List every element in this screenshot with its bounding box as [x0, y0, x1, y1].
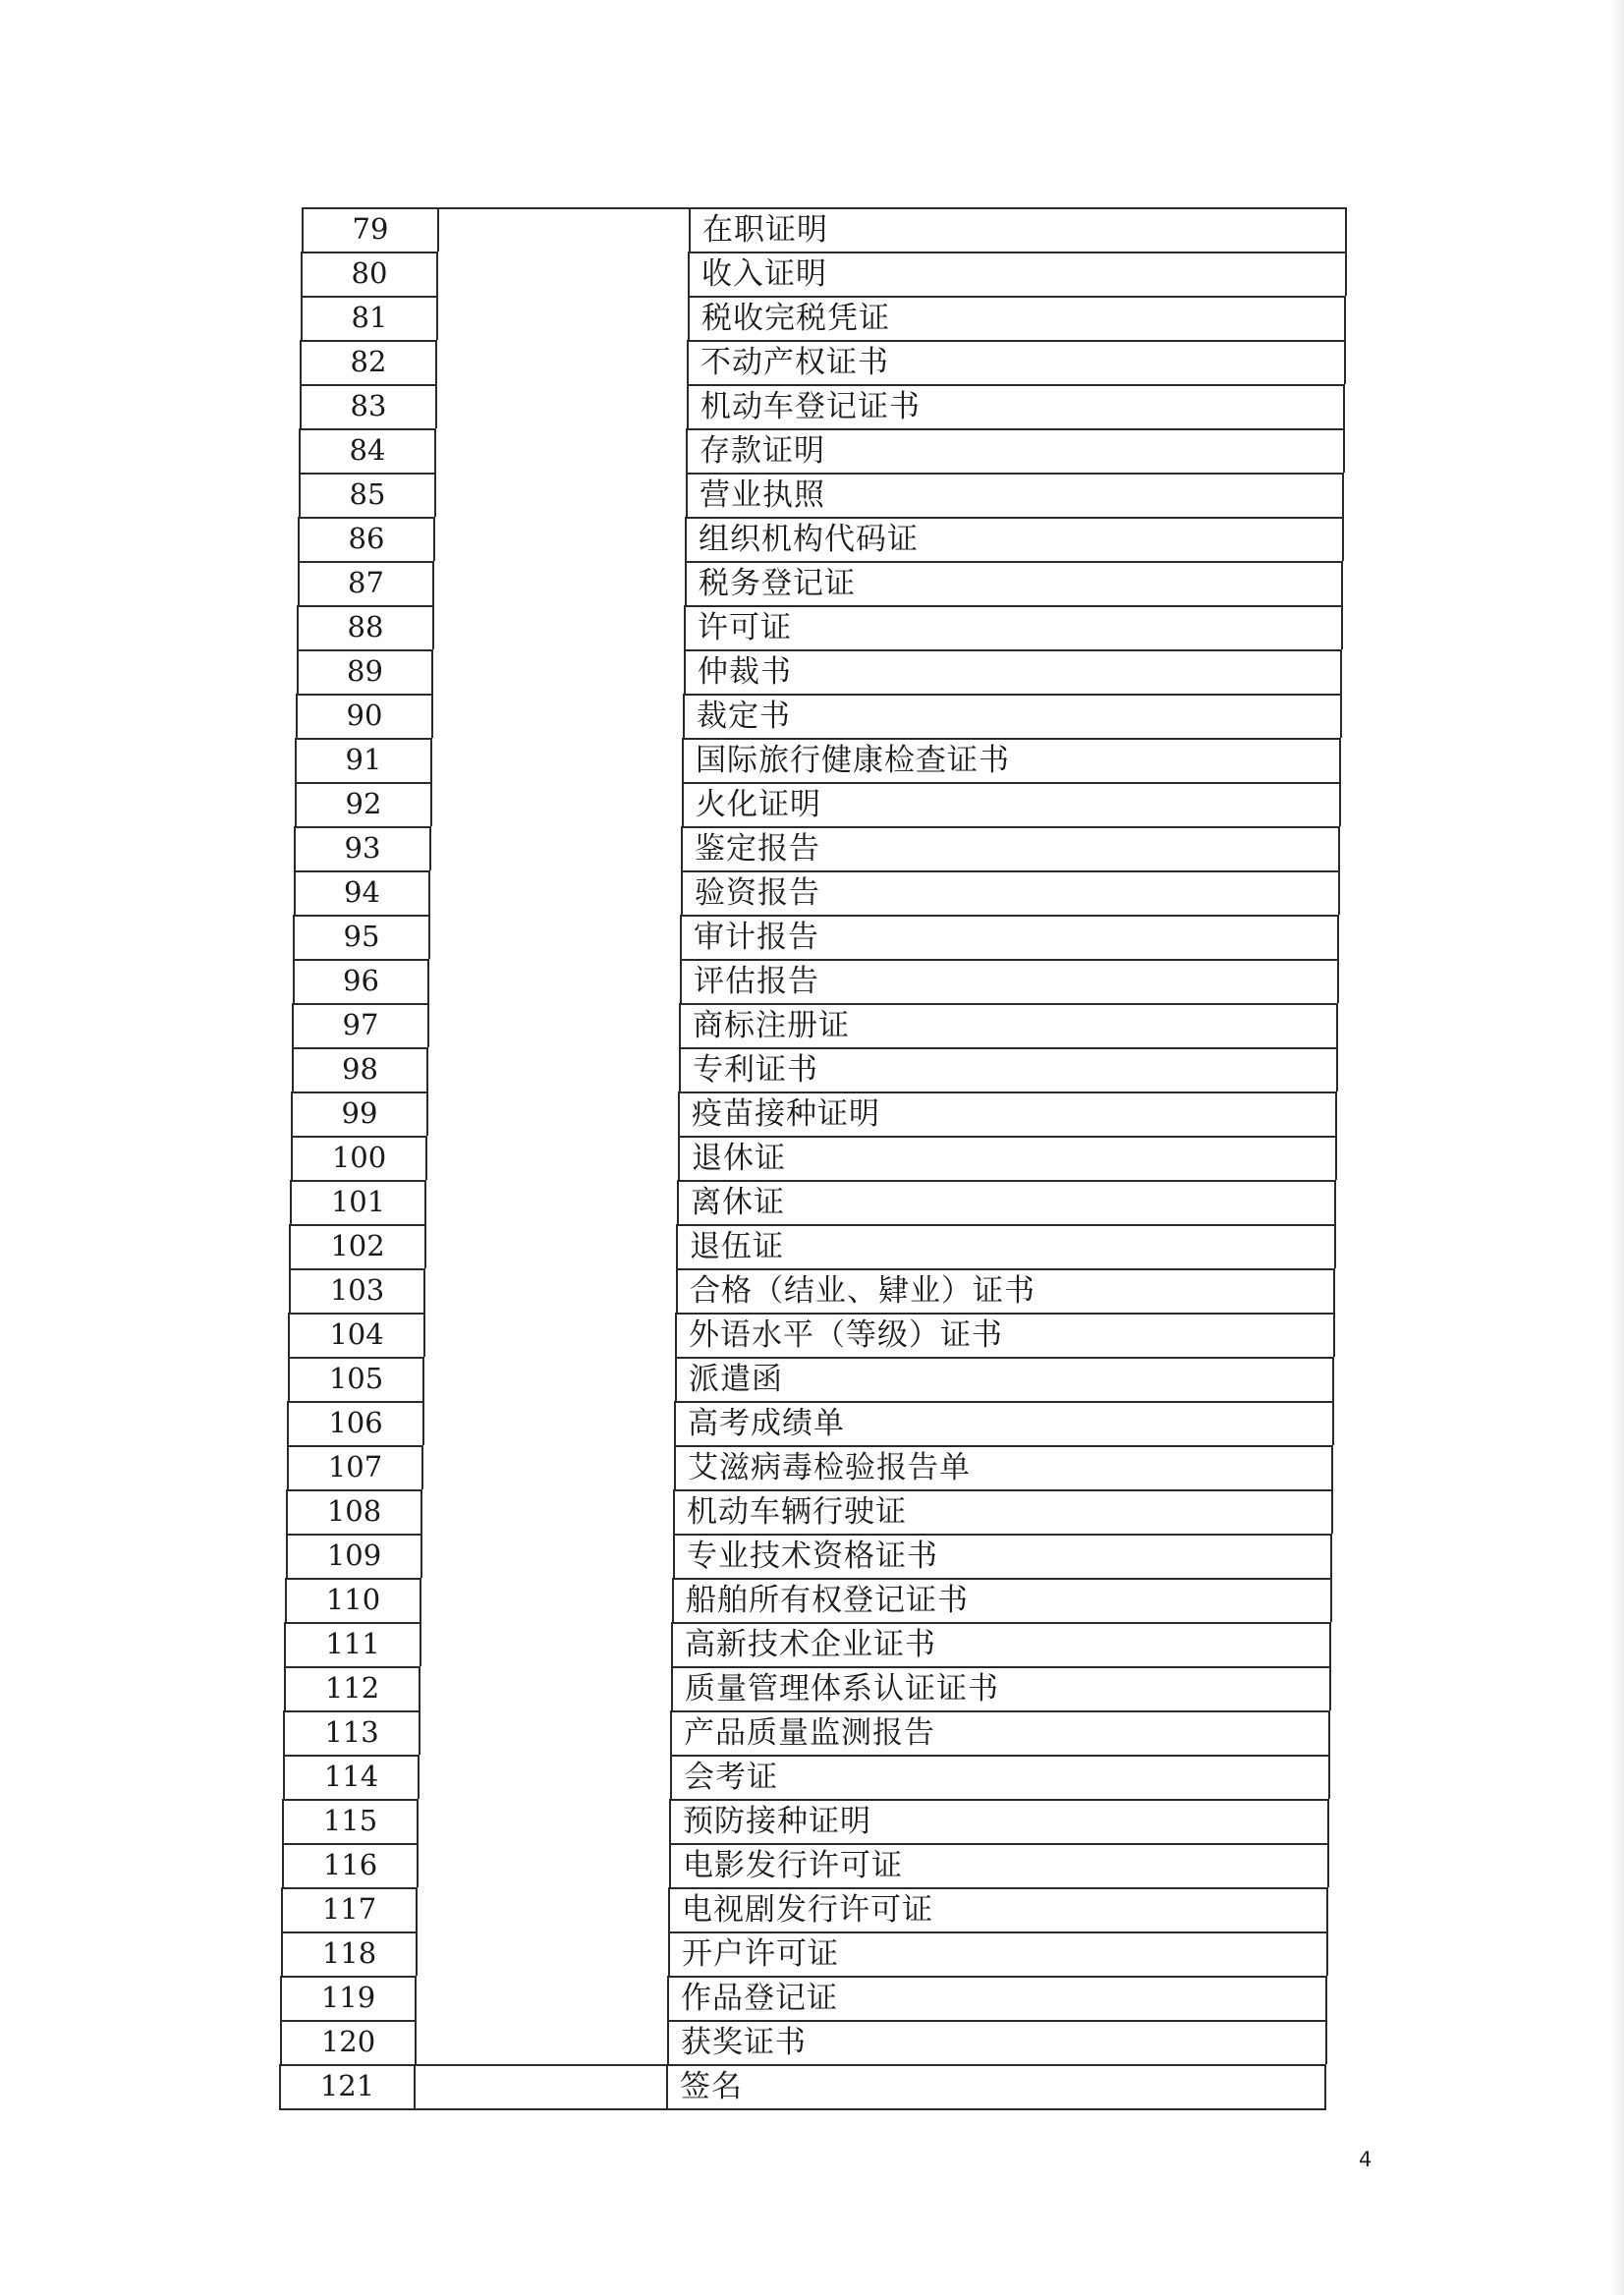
row-number-cell: 80 — [301, 252, 436, 296]
row-number-cell: 116 — [282, 1843, 417, 1887]
blank-category-cell — [431, 694, 683, 738]
document-name-cell: 营业执照 — [686, 473, 1344, 517]
row-number-cell: 118 — [281, 1931, 416, 1976]
table-row — [0, 517, 1624, 561]
blank-category-cell — [421, 1445, 674, 1489]
row-number-cell: 112 — [284, 1666, 419, 1710]
blank-category-cell — [414, 2064, 666, 2108]
table-row — [0, 826, 1624, 870]
table-row — [0, 1092, 1624, 1136]
table-row — [0, 1534, 1624, 1578]
row-number-cell: 110 — [285, 1578, 420, 1622]
table-row — [0, 1755, 1624, 1799]
table-row — [0, 738, 1624, 782]
table-row — [0, 1931, 1624, 1976]
document-name-cell: 商标注册证 — [679, 1003, 1338, 1047]
table-row — [0, 1047, 1624, 1092]
table-row — [0, 1976, 1624, 2020]
document-name-cell: 火化证明 — [682, 782, 1341, 826]
table-row — [0, 384, 1624, 428]
blank-category-cell — [434, 473, 686, 517]
row-number-cell: 79 — [302, 207, 437, 252]
row-number-cell: 99 — [291, 1092, 426, 1136]
table-row — [0, 561, 1624, 605]
table-row — [0, 959, 1624, 1003]
row-number-cell: 103 — [289, 1268, 423, 1313]
blank-category-cell — [436, 296, 688, 340]
table-row — [0, 252, 1624, 296]
table-row — [0, 1622, 1624, 1666]
row-number-cell: 97 — [292, 1003, 427, 1047]
table-row — [0, 694, 1624, 738]
document-name-cell: 船舶所有权登记证书 — [672, 1578, 1332, 1622]
blank-category-cell — [430, 782, 682, 826]
row-number-cell: 119 — [280, 1976, 415, 2020]
blank-category-cell — [424, 1224, 676, 1268]
row-number-cell: 87 — [298, 561, 432, 605]
blank-category-cell — [423, 1313, 675, 1357]
row-number-cell: 92 — [295, 782, 430, 826]
document-name-cell: 许可证 — [684, 605, 1343, 649]
blank-category-cell — [424, 1180, 677, 1224]
table-row — [0, 473, 1624, 517]
document-name-cell: 裁定书 — [683, 694, 1342, 738]
blank-category-cell — [425, 1136, 678, 1180]
row-number-cell: 105 — [288, 1357, 422, 1401]
document-name-cell: 质量管理体系认证证书 — [671, 1666, 1331, 1710]
table-row — [0, 915, 1624, 959]
blank-category-cell — [420, 1534, 673, 1578]
row-number-cell: 108 — [286, 1489, 420, 1534]
row-number-cell: 84 — [299, 428, 434, 473]
document-name-cell: 会考证 — [670, 1755, 1330, 1799]
document-name-cell: 验资报告 — [681, 870, 1340, 915]
blank-category-cell — [422, 1357, 675, 1401]
row-number-cell: 111 — [284, 1622, 420, 1666]
blank-category-cell — [430, 738, 682, 782]
table-row — [0, 870, 1624, 915]
document-name-cell: 专业技术资格证书 — [673, 1534, 1332, 1578]
document-name-cell: 产品质量监测报告 — [670, 1710, 1330, 1755]
blank-category-cell — [433, 517, 685, 561]
blank-category-cell — [419, 1710, 670, 1755]
document-name-cell: 作品登记证 — [667, 1976, 1327, 2020]
row-number-cell: 113 — [283, 1710, 419, 1755]
row-number-cell: 95 — [293, 915, 428, 959]
row-number-cell: 117 — [281, 1887, 416, 1931]
blank-category-cell — [435, 384, 687, 428]
document-name-cell: 国际旅行健康检查证书 — [682, 738, 1341, 782]
document-name-cell: 审计报告 — [680, 915, 1339, 959]
row-number-cell: 98 — [292, 1047, 426, 1092]
row-number-cell: 109 — [286, 1534, 420, 1578]
blank-category-cell — [428, 915, 680, 959]
document-name-cell: 存款证明 — [686, 428, 1345, 473]
document-name-cell: 税收完税凭证 — [688, 296, 1346, 340]
row-number-cell: 82 — [300, 340, 435, 384]
document-name-cell: 税务登记证 — [685, 561, 1343, 605]
blank-category-cell — [420, 1489, 673, 1534]
row-number-cell: 107 — [287, 1445, 421, 1489]
page-number: 4 — [1359, 2148, 1372, 2171]
blank-category-cell — [428, 870, 681, 915]
document-name-cell: 外语水平（等级）证书 — [675, 1313, 1335, 1357]
row-number-cell: 88 — [297, 605, 432, 649]
blank-category-cell — [423, 1268, 676, 1313]
document-name-cell: 鉴定报告 — [681, 826, 1340, 870]
row-number-cell: 100 — [291, 1136, 425, 1180]
blank-category-cell — [429, 826, 681, 870]
row-number-cell: 101 — [290, 1180, 424, 1224]
document-name-cell: 派遣函 — [675, 1357, 1334, 1401]
table-row — [0, 296, 1624, 340]
row-number-cell: 102 — [289, 1224, 424, 1268]
row-number-cell: 104 — [288, 1313, 423, 1357]
row-number-cell: 85 — [299, 473, 434, 517]
blank-category-cell — [417, 1799, 669, 1843]
row-number-cell: 96 — [293, 959, 427, 1003]
blank-category-cell — [416, 1887, 668, 1931]
table-row — [0, 1401, 1624, 1445]
table-row — [0, 1313, 1624, 1357]
blank-category-cell — [432, 561, 685, 605]
document-name-cell: 仲裁书 — [684, 649, 1342, 694]
document-name-cell: 退休证 — [678, 1136, 1337, 1180]
blank-category-cell — [416, 1931, 668, 1976]
table-row — [0, 207, 1624, 252]
table-row — [0, 340, 1624, 384]
row-number-cell: 121 — [279, 2064, 414, 2108]
row-number-cell: 86 — [298, 517, 433, 561]
blank-category-cell — [422, 1401, 674, 1445]
row-number-cell: 81 — [301, 296, 436, 340]
table-row — [0, 1887, 1624, 1931]
blank-category-cell — [415, 1976, 667, 2020]
row-number-cell: 89 — [297, 649, 431, 694]
row-number-cell: 114 — [283, 1755, 418, 1799]
blank-category-cell — [415, 2020, 667, 2064]
document-name-cell: 艾滋病毒检验报告单 — [674, 1445, 1333, 1489]
document-name-cell: 签名 — [666, 2064, 1326, 2108]
blank-category-cell — [420, 1578, 672, 1622]
blank-category-cell — [418, 1755, 670, 1799]
blank-category-cell — [432, 605, 684, 649]
document-name-cell: 收入证明 — [688, 252, 1347, 296]
blank-category-cell — [426, 1092, 678, 1136]
row-number-cell: 91 — [295, 738, 430, 782]
document-name-cell: 电影发行许可证 — [669, 1843, 1329, 1887]
table-row — [0, 1180, 1624, 1224]
document-name-cell: 获奖证书 — [667, 2020, 1327, 2064]
document-name-cell: 高新技术企业证书 — [671, 1622, 1331, 1666]
document-name-cell: 开户许可证 — [668, 1931, 1328, 1976]
document-name-cell: 在职证明 — [689, 207, 1347, 252]
document-name-cell: 高考成绩单 — [674, 1401, 1334, 1445]
blank-category-cell — [427, 1003, 679, 1047]
blank-category-cell — [431, 649, 684, 694]
table-row — [0, 1578, 1624, 1622]
document-name-cell: 机动车辆行驶证 — [673, 1489, 1333, 1534]
table-row — [0, 1710, 1624, 1755]
table-row — [0, 1003, 1624, 1047]
document-name-cell: 电视剧发行许可证 — [668, 1887, 1328, 1931]
blank-category-cell — [417, 1843, 669, 1887]
table-row — [0, 1136, 1624, 1180]
document-name-cell: 专利证书 — [679, 1047, 1338, 1092]
blank-category-cell — [436, 252, 688, 296]
table-row — [0, 605, 1624, 649]
table-row — [0, 1799, 1624, 1843]
blank-category-cell — [420, 1622, 671, 1666]
row-number-cell: 106 — [287, 1401, 422, 1445]
blank-category-cell — [419, 1666, 671, 1710]
document-name-cell: 机动车登记证书 — [687, 384, 1345, 428]
document-name-cell: 离休证 — [677, 1180, 1336, 1224]
blank-category-cell — [427, 959, 680, 1003]
document-name-cell: 组织机构代码证 — [685, 517, 1344, 561]
table-row — [0, 649, 1624, 694]
document-name-cell: 预防接种证明 — [669, 1799, 1329, 1843]
document-name-cell: 评估报告 — [680, 959, 1339, 1003]
table-row — [0, 782, 1624, 826]
table-row — [0, 2064, 1624, 2108]
table-row — [0, 1445, 1624, 1489]
table-row — [0, 1666, 1624, 1710]
table-row — [0, 1268, 1624, 1313]
row-number-cell: 115 — [282, 1799, 417, 1843]
blank-category-cell — [434, 428, 686, 473]
row-number-cell: 90 — [296, 694, 431, 738]
row-number-cell: 94 — [294, 870, 428, 915]
table-row — [0, 1489, 1624, 1534]
table-row — [0, 428, 1624, 473]
document-name-cell: 退伍证 — [676, 1224, 1336, 1268]
document-name-cell: 合格（结业、肄业）证书 — [676, 1268, 1335, 1313]
blank-category-cell — [437, 207, 689, 252]
document-name-cell: 不动产权证书 — [687, 340, 1346, 384]
table-row — [0, 1357, 1624, 1401]
table-bottom-border — [279, 2108, 1326, 2110]
row-number-cell: 120 — [280, 2020, 415, 2064]
row-number-cell: 93 — [294, 826, 429, 870]
table-row — [0, 1843, 1624, 1887]
table-row — [0, 1224, 1624, 1268]
blank-category-cell — [435, 340, 687, 384]
table-row — [0, 2020, 1624, 2064]
document-name-cell: 疫苗接种证明 — [678, 1092, 1337, 1136]
blank-category-cell — [426, 1047, 679, 1092]
row-number-cell: 83 — [300, 384, 435, 428]
